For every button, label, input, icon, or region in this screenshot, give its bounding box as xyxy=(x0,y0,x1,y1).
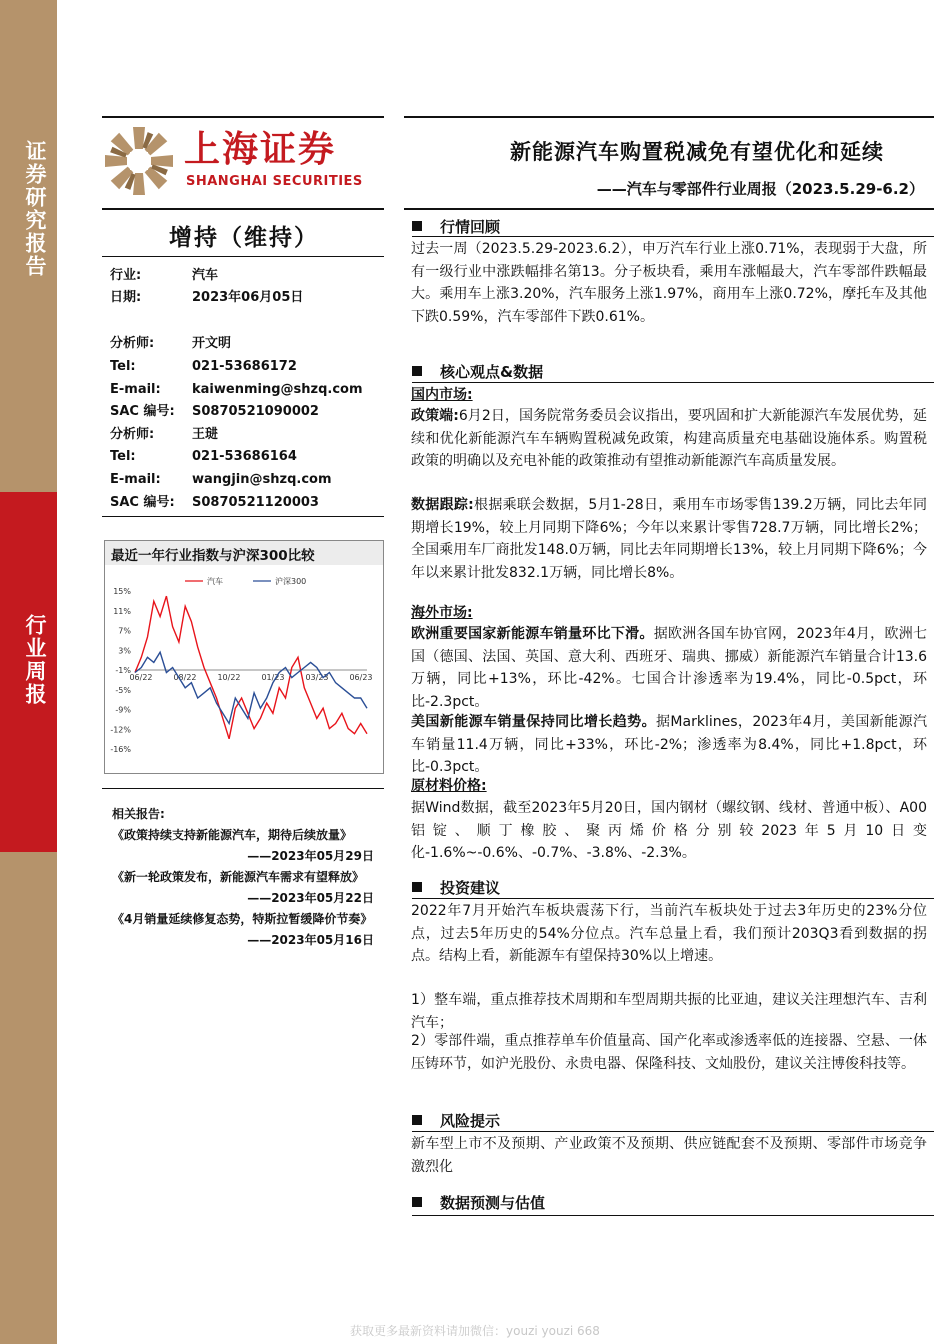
overseas-market-label: 海外市场: xyxy=(411,605,473,621)
logo-mark-icon xyxy=(104,126,174,196)
divider xyxy=(412,898,934,899)
divider xyxy=(404,208,934,210)
email-link[interactable]: wangjin@shzq.com xyxy=(192,472,332,487)
risk-paragraph: 新车型上市不及预期、产业政策不及预期、供应链配套不及预期、零部件市场竞争激烈化 xyxy=(411,1136,927,1175)
divider xyxy=(412,1215,934,1216)
bullet-square-icon xyxy=(412,1197,422,1207)
invest-paragraph: 1）整车端，重点推荐技术周期和车型周期共振的比亚迪，建议关注理想汽车、吉利汽车； xyxy=(411,992,927,1031)
x-tick-label: 10/22 xyxy=(217,673,241,682)
report-category-label: 行业周报 xyxy=(23,614,47,706)
y-tick-label: 7% xyxy=(118,626,131,636)
info-value: 2023年06月05日 xyxy=(192,290,304,305)
index-comparison-chart xyxy=(104,540,384,774)
x-tick-label: 03/23 xyxy=(305,673,329,682)
side-band-bottom xyxy=(0,852,57,1344)
materials-paragraph: 据Wind数据，截至2023年5月20日，国内钢材（螺纹钢、线材、普通中板）、A00铝锭、顺丁橡胶、聚丙烯价格分别较2023年5月10日变化-1.6%~-0.6%、-0.7%、-3.8%、-2.3%。 xyxy=(411,800,927,861)
logo-english-name: SHANGHAI SECURITIES xyxy=(186,174,363,189)
section-heading-review: 行情回顾 xyxy=(412,216,500,237)
related-report-date: ——2023年05月16日 xyxy=(247,933,374,947)
page-subtitle: ——汽车与零部件行业周报（2023.5.29-6.2） xyxy=(596,180,924,198)
us-text: 据Marklines，2023年4月，美国新能源汽车销量11.4万辆，同比+33%，环比-2%；渗透率为8.4%，同比+1.8pct，环比-0.3pct。 xyxy=(411,714,927,775)
invest-paragraph: 2022年7月开始汽车板块震荡下行，当前汽车板块处于过去3年历史的23%分位点，过去5年历史的54%分位点。汽车总量上看，我们预计203Q3看到数据的拐点。结构上看，新能源车有望保持30%以上增速。 xyxy=(411,903,927,964)
y-tick-label: -16% xyxy=(110,745,131,754)
y-tick-label: -1% xyxy=(115,666,131,675)
logo-chinese-name: 上海证券 xyxy=(184,129,337,170)
domestic-market-label: 国内市场: xyxy=(411,387,473,403)
us-paragraph xyxy=(411,711,927,779)
europe-paragraph xyxy=(411,623,927,713)
divider xyxy=(102,788,384,789)
policy-paragraph xyxy=(411,405,927,473)
section-heading-forecast: 数据预测与估值 xyxy=(412,1192,545,1213)
related-report-title[interactable]: 《新一轮政策发布，新能源汽车需求有望释放》 xyxy=(112,870,365,884)
info-label: Tel: xyxy=(110,359,136,374)
series-line xyxy=(135,652,367,723)
divider xyxy=(412,382,934,383)
y-tick-label: -9% xyxy=(115,705,131,715)
info-label: 行业: xyxy=(110,268,142,283)
info-label: SAC 编号: xyxy=(110,404,175,419)
materials-label: 原材料价格: xyxy=(411,778,487,794)
info-value: S0870521120003 xyxy=(192,495,319,510)
related-report-title[interactable]: 《政策持续支持新能源汽车，期待后续放量》 xyxy=(112,828,353,842)
section-heading-core: 核心观点&数据 xyxy=(412,361,543,382)
info-label: Tel: xyxy=(110,449,136,464)
x-tick-label: 08/22 xyxy=(173,673,197,682)
info-label: 分析师: xyxy=(110,427,155,442)
divider xyxy=(404,116,934,118)
divider xyxy=(412,236,934,237)
info-value: 开文明 xyxy=(192,336,232,351)
info-label: E-mail: xyxy=(110,382,161,397)
email-link[interactable]: kaiwenming@shzq.com xyxy=(192,382,363,397)
policy-text: 6月2日，国务院常务委员会议指出，要巩固和扩大新能源汽车发展优势，延续和优化新能源汽车车辆购置税减免政策，构建高质量充电基础设施体系。购置税政策的明确以及充电补能的政策推动有望推动新能源汽车高质量发展。 xyxy=(411,408,928,469)
y-tick-label: 11% xyxy=(113,606,131,616)
divider xyxy=(102,208,384,210)
chart-title: 最近一年行业指数与沪深300比较 xyxy=(105,541,383,565)
investment-rating: 增持（维持） xyxy=(169,225,319,251)
y-tick-label: 3% xyxy=(118,646,131,656)
divider xyxy=(102,516,384,517)
bullet-square-icon xyxy=(412,882,422,892)
divider xyxy=(412,1131,934,1132)
y-tick-label: 15% xyxy=(113,587,131,596)
review-paragraph: 过去一周（2023.5.29-2023.6.2），申万汽车行业上涨0.71%，表现弱于大盘，所有一级行业中涨跌幅排名第13。分子板块看，乘用车涨幅最大，汽车零部件跌幅最大。乘用车上涨3.20%，汽车服务上涨1.97%，商用车上涨0.72%，摩托车及其他下跌0.59%，汽车零部件下跌0.61%。 xyxy=(411,241,927,325)
company-logo xyxy=(104,126,384,196)
section-heading-invest: 投资建议 xyxy=(412,877,500,898)
info-value: 021-53686172 xyxy=(192,359,297,374)
legend-label: 汽车 xyxy=(207,577,223,586)
report-type-label: 证券研究报告 xyxy=(23,140,47,278)
europe-text: 据欧洲各国车协官网，2023年4月，欧洲七国（德国、法国、英国、意大利、西班牙、瑞典、挪威）新能源汽车销量合计13.6万辆，同比+13%，环比-42%。七国合计渗透率为19.4%，同比-0.5pct，环比-2.3pct。 xyxy=(411,626,927,710)
info-label: E-mail: xyxy=(110,472,161,487)
y-tick-label: -12% xyxy=(110,725,131,735)
bullet-square-icon xyxy=(412,1115,422,1125)
page-title: 新能源汽车购置税减免有望优化和延续 xyxy=(510,139,884,164)
footer-watermark: 获取更多最新资料请加微信：youzi youzi 668 xyxy=(350,1324,600,1338)
info-value: 汽车 xyxy=(192,268,219,283)
info-label: SAC 编号: xyxy=(110,495,175,510)
related-reports xyxy=(112,804,380,951)
data-tracking-paragraph xyxy=(411,494,927,584)
info-label: 分析师: xyxy=(110,336,155,351)
policy-lead: 政策端: xyxy=(411,408,459,424)
section-heading-risk: 风险提示 xyxy=(412,1110,500,1131)
us-lead: 美国新能源车销量保持同比增长趋势。 xyxy=(411,714,657,730)
info-label: 日期: xyxy=(110,290,142,305)
info-value: 021-53686164 xyxy=(192,449,297,464)
europe-lead: 欧洲重要国家新能源车销量环比下滑。 xyxy=(411,626,654,642)
divider xyxy=(102,116,384,118)
bullet-square-icon xyxy=(412,366,422,376)
x-tick-label: 01/23 xyxy=(261,673,285,682)
divider xyxy=(102,256,384,257)
info-value: 王琎 xyxy=(192,427,219,442)
series-line xyxy=(135,596,367,739)
data-lead: 数据跟踪: xyxy=(411,497,474,513)
bullet-square-icon xyxy=(412,221,422,231)
x-tick-label: 06/22 xyxy=(129,673,153,682)
related-report-date: ——2023年05月22日 xyxy=(247,891,374,905)
x-tick-label: 06/23 xyxy=(349,673,373,682)
related-reports-label: 相关报告: xyxy=(112,807,165,821)
legend-label: 沪深300 xyxy=(275,577,307,586)
y-tick-label: -5% xyxy=(115,685,131,695)
related-report-date: ——2023年05月29日 xyxy=(247,849,374,863)
info-value: S0870521090002 xyxy=(192,404,319,419)
chart-plot xyxy=(105,567,383,773)
data-text: 根据乘联会数据，5月1-28日，乘用车市场零售139.2万辆，同比去年同期增长19%，较上月同期下降6%；今年以来累计零售728.7万辆，同比增长2%；全国乘用车厂商批发148.0万辆，同比去年同期增长13%，较上月同期下降6%；今年以来累计批发832.1万辆，同比增长8%。 xyxy=(411,497,927,581)
invest-paragraph: 2）零部件端，重点推荐单车价值量高、国产化率或渗透率低的连接器、空悬、一体压铸环节，如沪光股份、永贵电器、保隆科技、文灿股份，建议关注博俊科技等。 xyxy=(411,1033,927,1072)
related-report-title[interactable]: 《4月销量延续修复态势，特斯拉暂缓降价节奏》 xyxy=(112,912,373,926)
